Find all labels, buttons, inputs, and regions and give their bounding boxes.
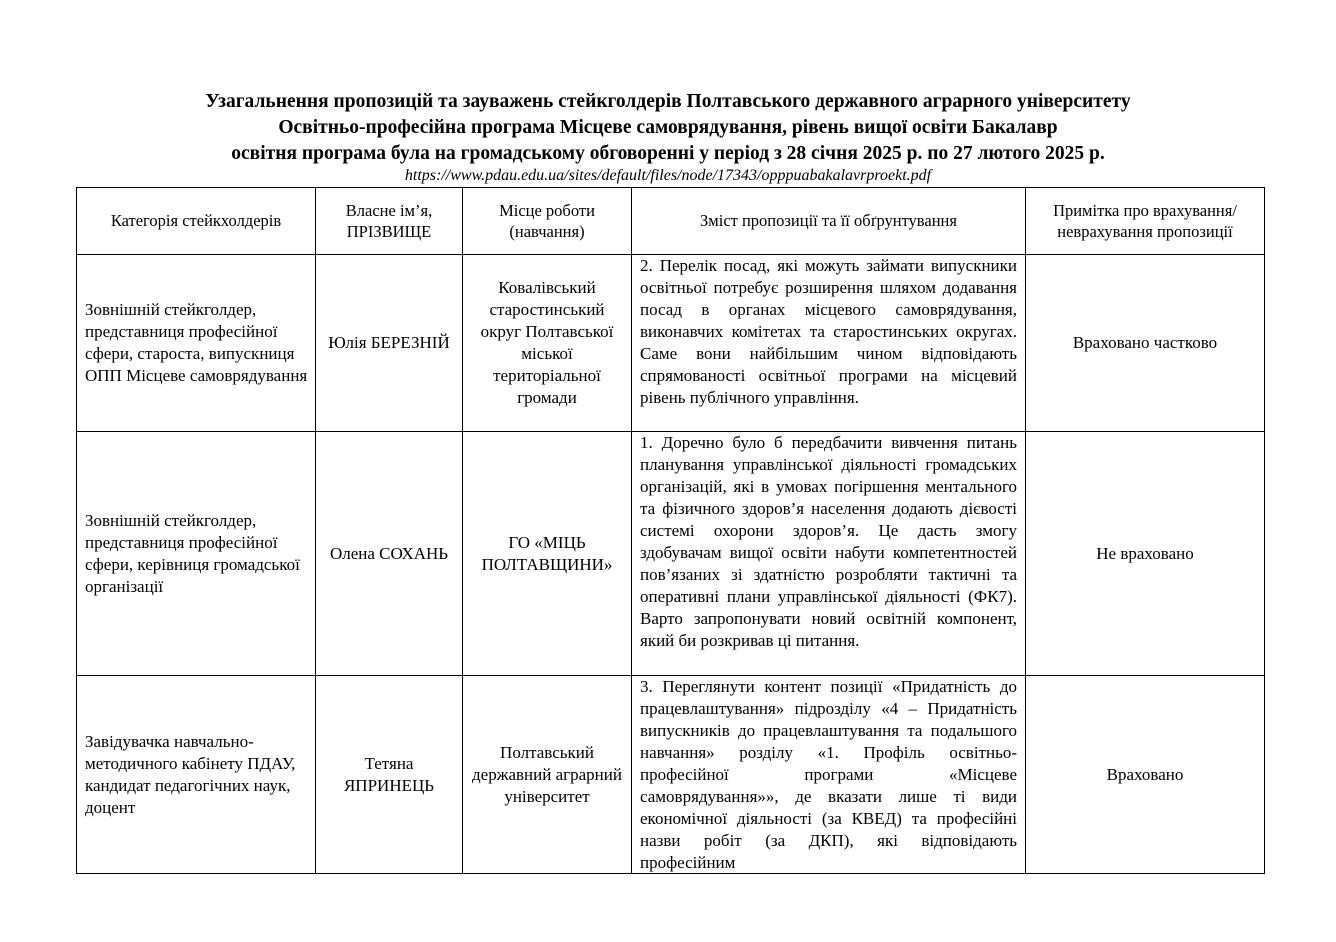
table-row (77, 676, 1265, 874)
name-cell: Олена СОХАНЬ (316, 432, 463, 676)
table-row (77, 432, 1265, 676)
header-note: Примітка про врахування/неврахування пропозиції (1026, 188, 1265, 255)
category-cell: Зовнішній стейкголдер, представниця професійної сфери, староста, випускниця ОПП Місцеве самоврядування (77, 255, 316, 432)
proposal-cell (632, 676, 1026, 874)
table-header-row (77, 188, 1265, 255)
document-title: Узагальнення пропозицій та зауважень стейкголдерів Полтавського державного аграрного університету (205, 91, 1131, 112)
note-cell: Враховано (1026, 676, 1265, 874)
workplace-cell: Ковалівський старостинський округ Полтавської міської територіальної громади (463, 255, 632, 432)
discussion-period: освітня програма була на громадському обговоренні у період з 28 січня 2025 р. по 27 лютого 2025 р. (231, 143, 1105, 164)
workplace-cell: Полтавський державний аграрний університет (463, 676, 632, 874)
name-cell: Юлія БЕРЕЗНІЙ (316, 255, 463, 432)
proposal-cell: 2. Перелік посад, які можуть займати випускники освітньої потребує розширення шляхом додавання посад в органах місцевого самоврядування, виконавчих комітетах та старостинських округах. Саме вони найбільшим чином відповідають спрямованості освітньої програми на місцевий рівень публічного управління. (632, 255, 1026, 432)
table-row (77, 255, 1265, 432)
stakeholder-table (76, 187, 1265, 874)
header-name: Власне ім’я, ПРІЗВИЩЕ (316, 188, 463, 255)
header-category: Категорія стейкхолдерів (77, 188, 316, 255)
name-cell: Тетяна ЯПРИНЕЦЬ (316, 676, 463, 874)
workplace-cell: ГО «МІЦЬ ПОЛТАВЩИНИ» (463, 432, 632, 676)
note-cell: Враховано частково (1026, 255, 1265, 432)
header-proposal: Зміст пропозиції та її обґрунтування (632, 188, 1026, 255)
proposal-text: 3. Переглянути контент позиції «Придатність до працевлаштування» підрозділу «4 – Придатність випускників до працевлаштування та подальшого навчання» розділу «1. Профіль освітньо-професійної програми «Місцеве самоврядування»», де вказати лише ті види економічної діяльності (за КВЕД) та професійні назви робіт (за ДКП), які відповідають професійним (640, 677, 1017, 872)
source-url: https://www.pdau.edu.ua/sites/default/files/node/17343/opppuabakalavrproekt.pdf (404, 167, 932, 184)
proposal-cell: 1. Доречно було б передбачити вивчення питань планування управлінської діяльності громадських організацій, які в умовах погіршення ментального та фізичного здоров’я населення додають дієвості системі охорони здоров’я. Це дасть змогу здобувачам вищої освіти набути компетентностей пов’язаних зі здатністю розробляти тактичні та оперативні плани управлінської діяльності (ФК7). Варто запропонувати новий освітній компонент, який би розкривав ці питання. (632, 432, 1026, 676)
header-workplace: Місце роботи (навчання) (463, 188, 632, 255)
program-title: Освітньо-професійна програма Місцеве самоврядування, рівень вищої освіти Бакалавр (278, 117, 1058, 138)
category-cell: Завідувачка навчально-методичного кабінету ПДАУ, кандидат педагогічних наук, доцент (77, 676, 316, 874)
note-cell: Не враховано (1026, 432, 1265, 676)
category-cell: Зовнішній стейкголдер, представниця професійної сфери, керівниця громадської організації (77, 432, 316, 676)
